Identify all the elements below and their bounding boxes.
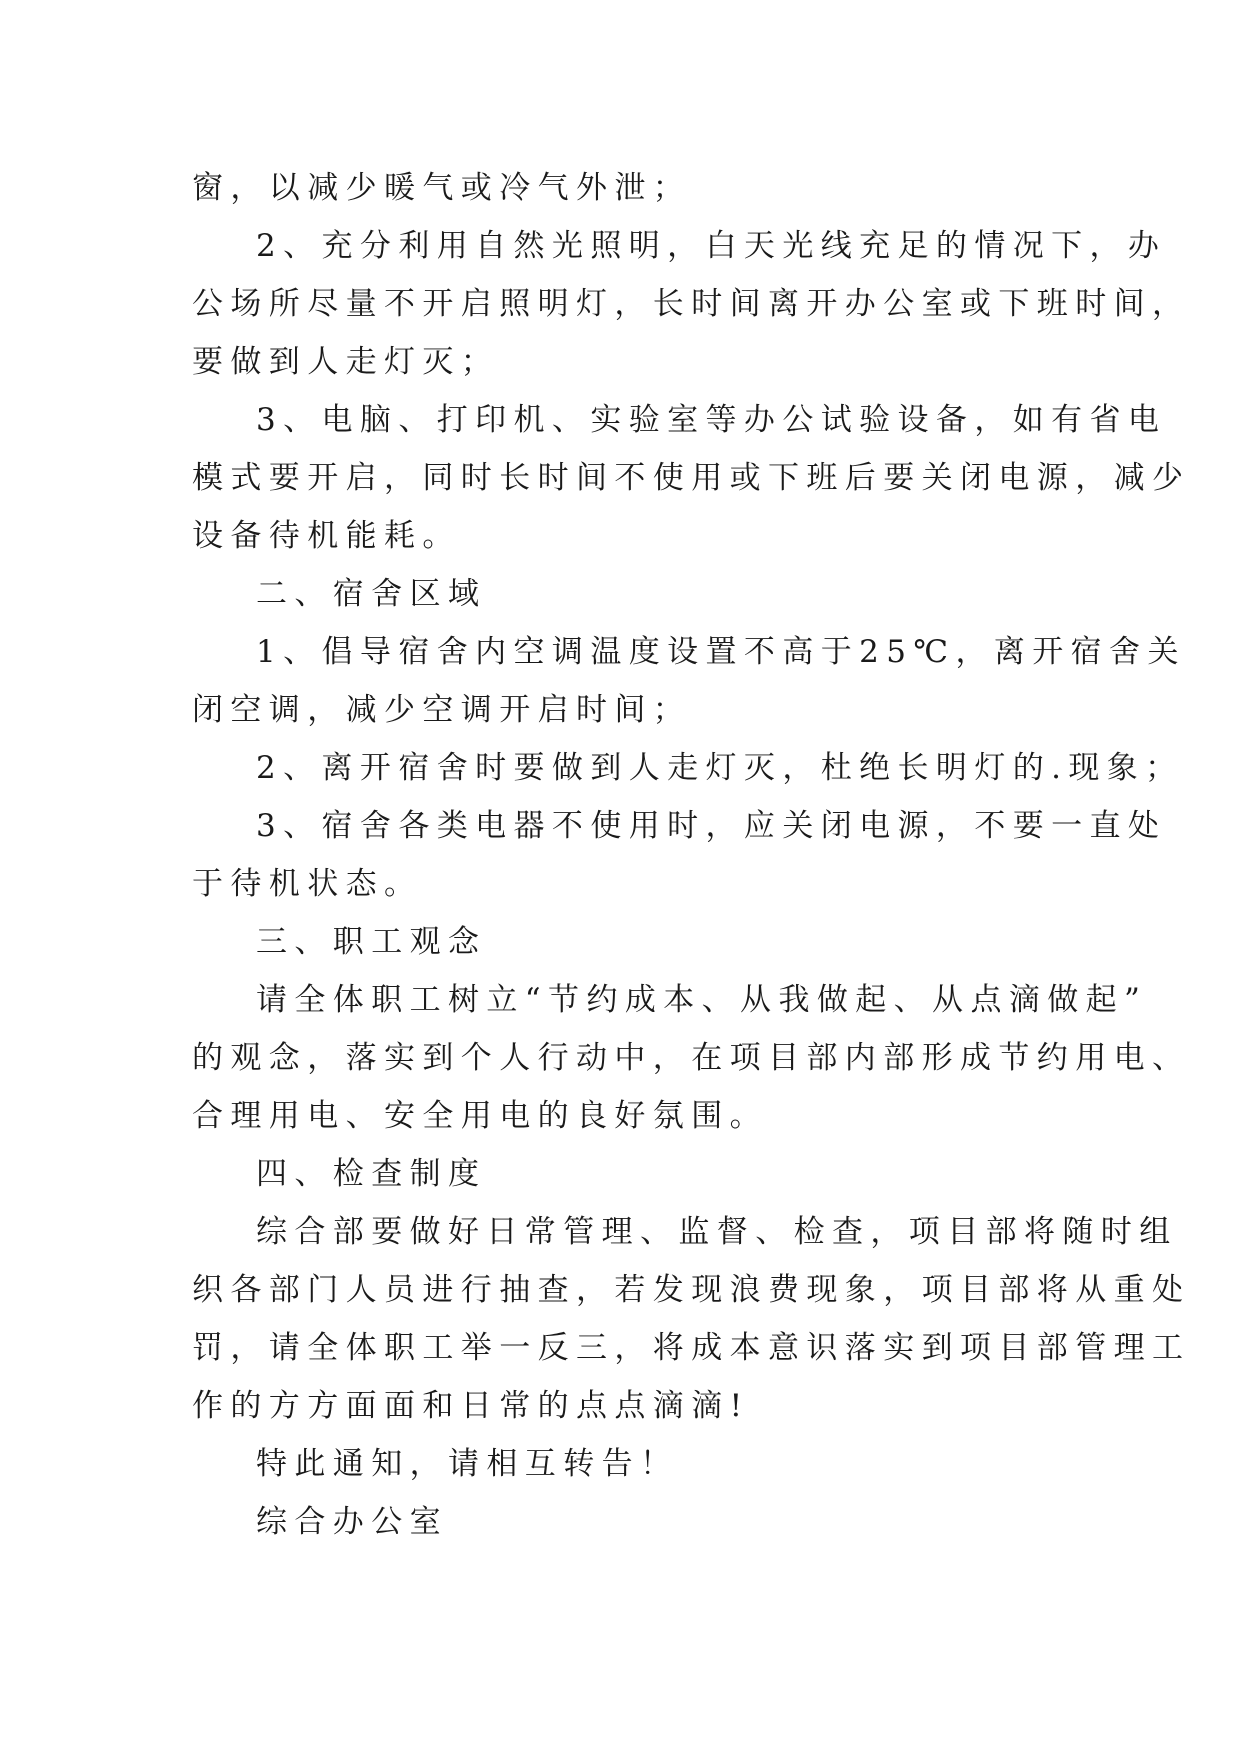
section-heading: 三、职工观念 bbox=[256, 924, 487, 960]
text-line: 罚，请全体职工举一反三，将成本意识落实到项目部管理工 bbox=[192, 1330, 1191, 1366]
text-line: 要做到人走灯灭； bbox=[192, 344, 500, 380]
section-heading: 二、宿舍区域 bbox=[256, 576, 487, 612]
signature-department: 综合办公室 bbox=[256, 1504, 448, 1540]
text-line: 合理用电、安全用电的良好氛围。 bbox=[192, 1098, 768, 1134]
text-line: 闭空调，减少空调开启时间； bbox=[192, 692, 692, 728]
text-line: 3、电脑、打印机、实验室等办公试验设备，如有省电 bbox=[256, 402, 1167, 438]
text-line: 的观念，落实到个人行动中，在项目部内部形成节约用电、 bbox=[192, 1040, 1191, 1076]
text-line: 综合部要做好日常管理、监督、检查，项目部将随时组 bbox=[256, 1214, 1178, 1250]
text-line: 窗，以减少暖气或冷气外泄； bbox=[192, 170, 692, 206]
text-line: 于待机状态。 bbox=[192, 866, 423, 902]
text-line: 2、充分利用自然光照明，白天光线充足的情况下，办 bbox=[256, 228, 1167, 264]
text-line: 公场所尽量不开启照明灯，长时间离开办公室或下班时间， bbox=[192, 286, 1191, 322]
text-line: 织各部门人员进行抽查，若发现浪费现象，项目部将从重处 bbox=[192, 1272, 1191, 1308]
closing-line: 特此通知，请相互转告！ bbox=[256, 1446, 679, 1482]
text-line: 1、倡导宿舍内空调温度设置不高于25℃，离开宿舍关 bbox=[256, 634, 1186, 670]
text-line: 2、离开宿舍时要做到人走灯灭，杜绝长明灯的.现象； bbox=[256, 750, 1184, 786]
text-line: 3、宿舍各类电器不使用时，应关闭电源，不要一直处 bbox=[256, 808, 1167, 844]
text-line: 请全体职工树立“节约成本、从我做起、从点滴做起” bbox=[256, 982, 1148, 1018]
section-heading: 四、检查制度 bbox=[256, 1156, 487, 1192]
text-line: 模式要开启，同时长时间不使用或下班后要关闭电源，减少 bbox=[192, 460, 1191, 496]
text-line: 作的方方面面和日常的点点滴滴! bbox=[192, 1388, 750, 1424]
text-line: 设备待机能耗。 bbox=[192, 518, 461, 554]
